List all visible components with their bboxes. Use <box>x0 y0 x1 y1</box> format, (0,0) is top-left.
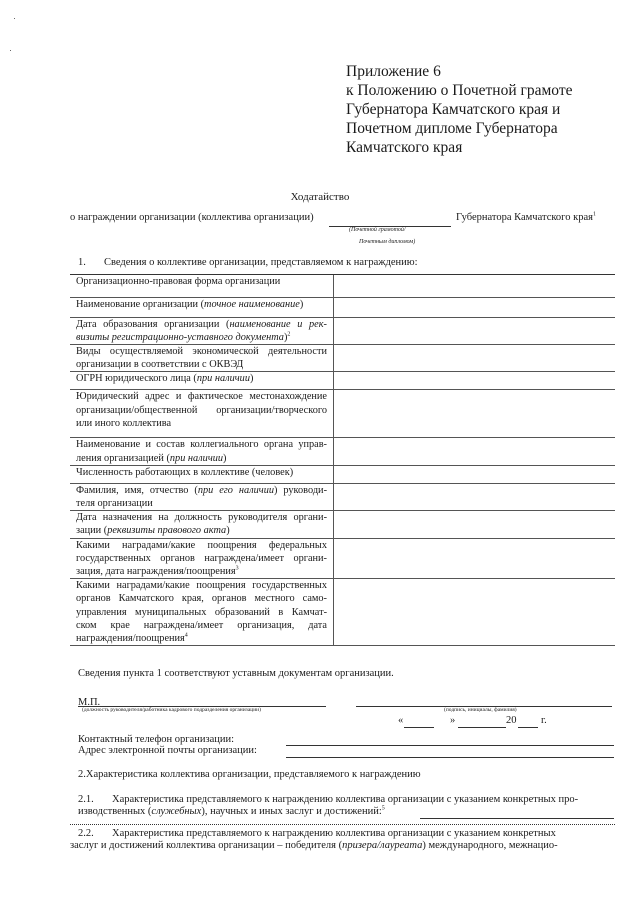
p21-number: 2.1. <box>78 794 94 805</box>
appendix-block <box>346 62 573 157</box>
field-value-cell[interactable] <box>334 344 616 371</box>
footnote-ref: 4 <box>184 632 188 639</box>
field-label-cell <box>70 538 334 579</box>
contact-email-blank[interactable] <box>286 757 614 758</box>
date-quote-open: « <box>398 715 404 726</box>
table-row <box>70 511 615 538</box>
p22-line1: Характеристика представляемого к награждению коллектива организации с указанием конкретных <box>112 828 556 839</box>
date-month-blank[interactable] <box>458 727 506 728</box>
document-title: Ходатайство <box>290 191 350 203</box>
note-section1: Сведения пункта 1 соответствуют уставным документам организации. <box>78 668 394 679</box>
field-label-line: организации в соответствии с ОКВЭД <box>76 359 244 371</box>
table-row <box>70 297 615 317</box>
award-type-hint-2: Почетным дипломом) <box>359 239 416 245</box>
p22-number: 2.2. <box>78 828 94 839</box>
field-label-cell <box>70 579 334 646</box>
footnote-ref: 2 <box>287 331 291 338</box>
field-label-line: Юридический адрес и фактическое местонахождение <box>76 391 327 403</box>
field-label-line: ском крае награждена/имеет организация, дата <box>76 619 327 631</box>
appendix-line: Камчатского края <box>346 139 463 156</box>
table-row <box>70 483 615 510</box>
signature-hint: (подпись, инициалы, фамилия) <box>444 707 517 713</box>
footnote-ref: 5 <box>381 805 385 812</box>
award-suffix: Губернатора Камчатского края$^1$ <box>456 211 596 223</box>
table-row <box>70 438 615 465</box>
stamp-mark: М.П. <box>78 697 101 708</box>
table-row <box>70 317 615 344</box>
field-label-cell <box>70 372 334 390</box>
field-label-line: Какими наградами/какие поощрения федеральных <box>76 539 327 551</box>
field-value-cell[interactable] <box>334 372 616 390</box>
field-label-cell <box>70 438 334 465</box>
field-label-cell <box>70 465 334 483</box>
field-value-cell[interactable] <box>334 317 616 344</box>
field-label-line: теля организации <box>76 497 153 509</box>
scan-speck <box>10 50 11 51</box>
section1-heading: Сведения о коллективе организации, представляемом к награждению: <box>104 257 418 268</box>
award-prefix: о награждении организации (коллектива организации) <box>70 212 314 223</box>
date-year-blank[interactable] <box>518 727 538 728</box>
table-row <box>70 390 615 438</box>
award-type-hint-1: (Почетной грамотой/ <box>349 227 406 233</box>
p22-line2: заслуг и достижений коллектива организации – победителя (призера/лауреата) международного, межнацио- <box>70 840 558 851</box>
field-label-line: награждения/поощрения$^4$ <box>76 632 188 644</box>
table-row <box>70 465 615 483</box>
field-label-line: или иного коллектива <box>76 417 172 429</box>
p21-line1: Характеристика представляемого к награждению коллектива организации с указанием конкретных про- <box>112 794 579 805</box>
date-day-blank[interactable] <box>404 727 434 728</box>
table-row <box>70 579 615 646</box>
field-value-cell[interactable] <box>334 438 616 465</box>
appendix-line: Приложение 6 <box>346 63 441 80</box>
field-label-cell <box>70 275 334 297</box>
field-label-line: государственных органов награждена/имеет органи- <box>76 552 327 564</box>
field-label-line: зации (реквизиты правового акта) <box>76 525 230 537</box>
table-row <box>70 538 615 579</box>
field-label-cell <box>70 483 334 510</box>
field-label-line: Наименование и состав коллегиального органа управ- <box>76 439 327 451</box>
field-value-cell[interactable] <box>334 297 616 317</box>
field-label-line: Виды осуществляемой экономической деятельности <box>76 345 327 357</box>
appendix-line: к Положению о Почетной грамоте <box>346 82 573 99</box>
field-label-line: управления муниципальных образований в Камчат- <box>76 606 327 618</box>
field-value-cell[interactable] <box>334 538 616 579</box>
contact-phone-blank[interactable] <box>286 745 614 746</box>
contact-phone-label: Контактный телефон организации: <box>78 734 235 745</box>
field-label-line: Дата назначения на должность руководителя органи- <box>76 512 327 524</box>
section1-number: 1. <box>78 257 86 268</box>
field-value-cell[interactable] <box>334 579 616 646</box>
appendix-line: Губернатора Камчатского края и <box>346 101 561 118</box>
field-label-line: Фамилия, имя, отчество (при его наличии) руководи- <box>76 484 327 496</box>
p21-line2: изводственных (служебных), научных и иных заслуг и достижений:$^5$ <box>78 805 385 817</box>
field-label-line: Организационно-правовая форма организации <box>76 276 281 287</box>
field-value-cell[interactable] <box>334 275 616 297</box>
scan-speck <box>14 18 15 19</box>
field-label-line: Численность работающих в коллективе (человек) <box>76 466 294 478</box>
field-label-line: зация, дата награждения/поощрения$^3$ <box>76 565 239 577</box>
field-label-line: Дата образования организации (наименование и рек- <box>76 318 327 330</box>
field-label-line: организации/общественной организации/творческого <box>76 404 327 416</box>
field-value-cell[interactable] <box>334 390 616 438</box>
table-row <box>70 275 615 297</box>
table-row <box>70 344 615 371</box>
field-label-line: Какими наградами/какие поощрения государственных <box>76 580 327 592</box>
section2-heading: 2.Характеристика коллектива организации, представляемого к награждению <box>78 769 421 780</box>
organization-info-table <box>70 275 615 646</box>
date-year-prefix: 20 <box>506 715 517 726</box>
appendix-line: Почетном дипломе Губернатора <box>346 120 558 137</box>
date-quote-close: » <box>450 715 456 726</box>
field-label-line: ления организацией (при наличии) <box>76 452 227 464</box>
table-row <box>70 372 615 390</box>
p21-answer-line[interactable] <box>70 824 615 825</box>
field-label-line: Наименование организации (точное наименование) <box>76 298 304 310</box>
field-value-cell[interactable] <box>334 511 616 538</box>
field-value-cell[interactable] <box>334 465 616 483</box>
field-value-cell[interactable] <box>334 483 616 510</box>
field-label-line: органов Камчатского края, органов местного само- <box>76 593 327 605</box>
field-label-cell <box>70 297 334 317</box>
field-label-cell <box>70 344 334 371</box>
footnote-ref: 3 <box>235 565 239 572</box>
field-label-cell <box>70 390 334 438</box>
p21-answer-blank[interactable] <box>420 818 614 819</box>
field-label-line: ОГРН юридического лица (при наличии) <box>76 373 254 385</box>
contact-email-label: Адрес электронной почты организации: <box>78 745 257 756</box>
field-label-cell <box>70 511 334 538</box>
field-label-cell <box>70 317 334 344</box>
date-year-suffix: г. <box>541 715 547 726</box>
footnote-ref: 1 <box>592 211 596 218</box>
field-label-line: визиты регистрационно-уставного документа)$^2$ <box>76 331 291 343</box>
position-hint: (должность руководителя/работника кадрового подразделения организации) <box>82 707 261 713</box>
